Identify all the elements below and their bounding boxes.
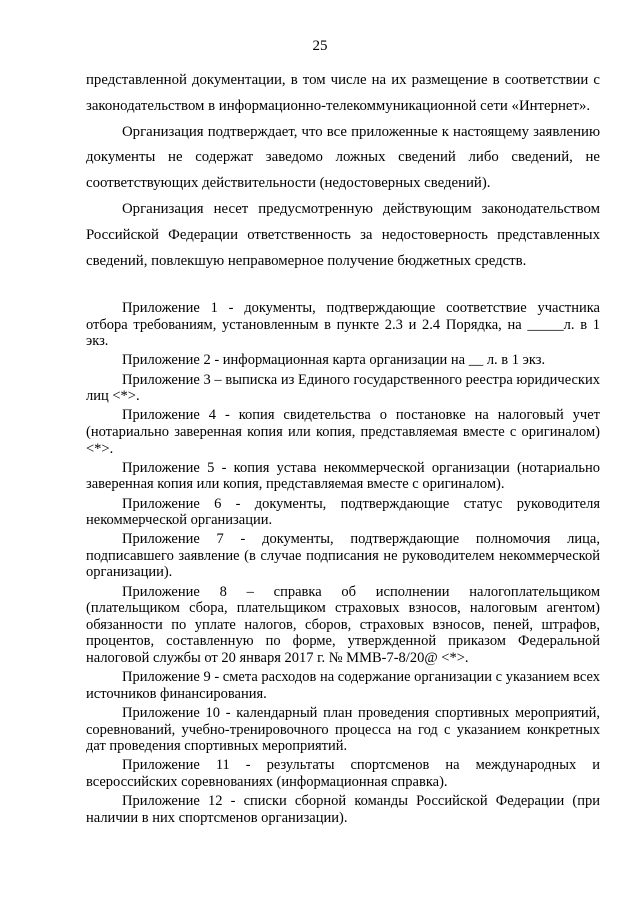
appendix-item-12: Приложение 12 - списки сборной команды Российской Федерации (при наличии в них спортсменов организации). [86, 793, 600, 826]
appendix-list [86, 300, 600, 829]
appendix-item-11: Приложение 11 - результаты спортсменов на международных и всероссийских соревнованиях (информационная справка). [86, 757, 600, 790]
appendix-item-10: Приложение 10 - календарный план проведения спортивных мероприятий, соревнований, учебно-тренировочного процесса на год с указанием конкретных дат проведения спортивных мероприятий. [86, 705, 600, 755]
body-text [86, 68, 600, 274]
appendix-item-8: Приложение 8 – справка об исполнении налогоплательщиком (плательщиком сбора, плательщиком страховых взносов, налоговым агентом) обязанности по уплате налогов, сборов, страховых взносов, пеней, штрафов, процентов, составленную по форме, утвержденной приказом Федеральной налоговой службы от 20 января 2017 г. № ММВ-7-8/20@ <*>. [86, 583, 600, 667]
paragraph-confirmation: Организация подтверждает, что все приложенные к настоящему заявлению документы не содержат заведомо ложных сведений либо сведений, не соответствующих действительности (недостоверных сведений). [86, 123, 600, 192]
appendix-item-7: Приложение 7 - документы, подтверждающие полномочия лица, подписавшего заявление (в случае подписания не руководителем некоммерческой организации). [86, 531, 600, 581]
appendix-item-2: Приложение 2 - информационная карта организации на __ л. в 1 экз. [122, 352, 546, 369]
appendix-item-9: Приложение 9 - смета расходов на содержание организации с указанием всех источников финансирования. [86, 669, 600, 702]
page-number: 25 [312, 38, 328, 54]
appendix-item-4: Приложение 4 - копия свидетельства о постановке на налоговый учет (нотариально заверенная копия или копия, представляемая вместе с оригиналом) <*>. [86, 407, 600, 457]
appendix-item-3: Приложение 3 – выписка из Единого государственного реестра юридических лиц <*>. [86, 371, 600, 405]
paragraph-responsibility: Организация несет предусмотренную действующим законодательством Российской Федерации ответственность за недостоверность представленных сведений, повлекшую неправомерное получение бюджетных средств. [86, 200, 600, 269]
paragraph-continuation: представленной документации, в том числе на их размещение в соответствии с законодательством в информационно-телекоммуникационной сети «Интернет». [86, 72, 600, 114]
appendix-item-1: Приложение 1 - документы, подтверждающие соответствие участника отбора требованиям, установленным в пункте 2.3 и 2.4 Порядка, на _____л. в 1 экз. [86, 300, 600, 350]
appendix-item-6: Приложение 6 - документы, подтверждающие статус руководителя некоммерческой организации. [86, 495, 600, 529]
appendix-item-5: Приложение 5 - копия устава некоммерческой организации (нотариально заверенная копия или копия, представляемая вместе с оригиналом). [86, 459, 600, 493]
